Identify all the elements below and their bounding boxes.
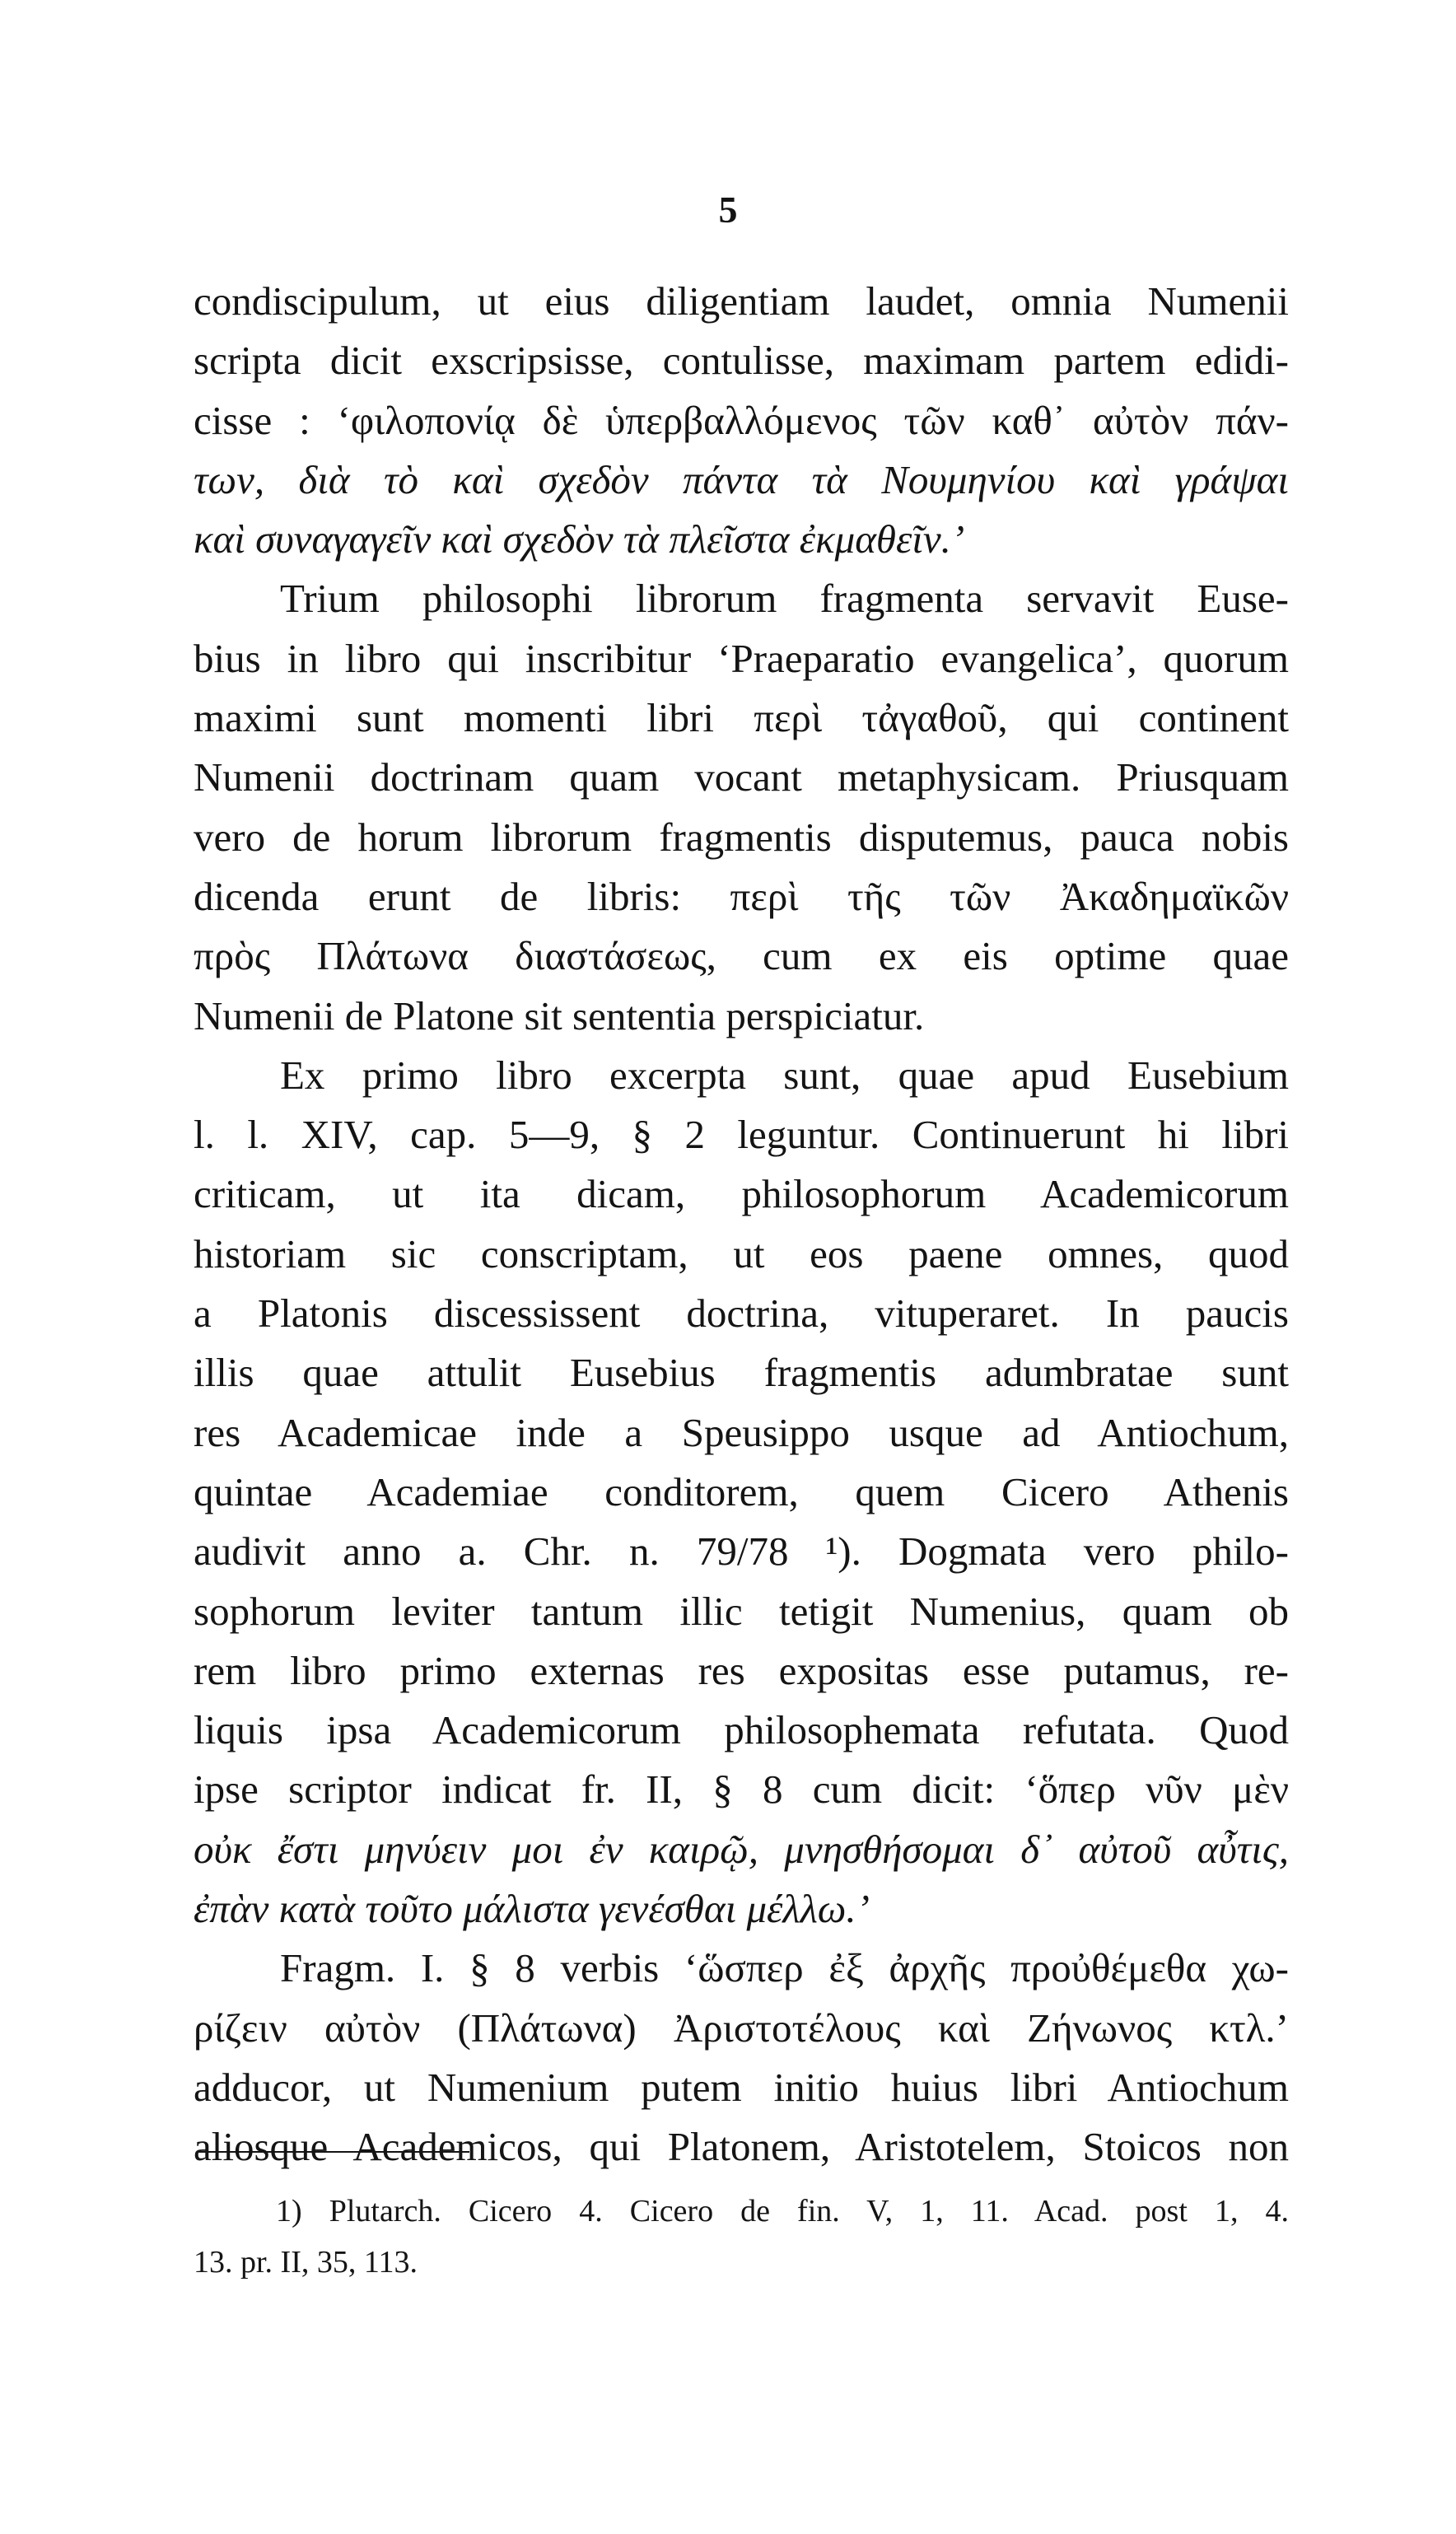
footnotes	[194, 2186, 1289, 2288]
text-line: maximi sunt momenti libri περὶ τἀγαθοῦ, qui continent	[194, 695, 1289, 741]
footnote-divider	[198, 2151, 469, 2153]
text-line: l. l. XIV, cap. 5—9, § 2 leguntur. Continuerunt hi libri	[194, 1112, 1289, 1158]
text-line: ρίζειν αὐτὸν (Πλάτωνα) Ἀριστοτέλους καὶ Ζήνωνος κτλ.’	[194, 2004, 1289, 2051]
text-line: criticam, ut ita dicam, philosophorum Academicorum	[194, 1171, 1289, 1217]
text-line: audivit anno a. Chr. n. 79/78 ¹). Dogmata vero philo-	[194, 1528, 1289, 1575]
page-number: 5	[718, 189, 738, 231]
text-line: scripta dicit exscripsisse, contulisse, maximam partem edidi-	[194, 338, 1289, 384]
text-line: Numenii doctrinam quam vocant metaphysicam. Priusquam	[194, 754, 1289, 800]
text-line: liquis ipsa Academicorum philosophemata refutata. Quod	[194, 1707, 1289, 1753]
text-line: των, διὰ τὸ καὶ σχεδὸν πάντα τὰ Νουμηνίου καὶ γράψαι	[194, 456, 1289, 502]
text-line: sophorum leviter tantum illic tetigit Numenius, quam ob	[194, 1588, 1289, 1634]
paragraph-start: Trium philosophi librorum fragmenta servavit Euse-	[280, 576, 1289, 622]
footnote-line: 13. pr. II, 35, 113.	[194, 2245, 418, 2280]
text-line: rem libro primo externas res expositas esse putamus, re-	[194, 1647, 1289, 1693]
text-line: ipse scriptor indicat fr. II, § 8 cum dicit: ‘ὅπερ νῦν μὲν	[194, 1766, 1289, 1813]
text-line: adducor, ut Numenium putem initio huius libri Antiochum	[194, 2064, 1289, 2110]
text-line: ἐπὰν κατὰ τοῦτο μάλιστα γενέσθαι μέλλω.’	[194, 1886, 870, 1932]
paragraph-start: Ex primo libro excerpta sunt, quae apud Eusebium	[280, 1052, 1289, 1098]
text-line: οὐκ ἔστι μηνύειν μοι ἐν καιρῷ, μνησθήσομαι δ᾽ αὐτοῦ αὖτις,	[194, 1826, 1289, 1872]
footnote-line: 1) Plutarch. Cicero 4. Cicero de fin. V, 1, 11. Acad. post 1, 4.	[276, 2194, 1289, 2228]
text-line: πρὸς Πλάτωνα διαστάσεως, cum ex eis optime quae	[194, 933, 1289, 979]
text-line: res Academicae inde a Speusippo usque ad Antiochum,	[194, 1409, 1289, 1455]
text-line: aliosque Academicos, qui Platonem, Aristotelem, Stoicos non	[194, 2124, 1289, 2170]
text-line: quintae Academiae conditorem, quem Cicero Athenis	[194, 1468, 1289, 1514]
text-line: a Platonis discessissent doctrina, vituperaret. In paucis	[194, 1290, 1289, 1337]
body-text	[194, 272, 1289, 2177]
text-line: Numenii de Platone sit sententia perspiciatur.	[194, 992, 925, 1038]
text-line: καὶ συναγαγεῖν καὶ σχεδὸν τὰ πλεῖστα ἐκμαθεῖν.’	[194, 516, 965, 562]
text-line: vero de horum librorum fragmentis disputemus, pauca nobis	[194, 814, 1289, 860]
text-line: dicenda erunt de libris: περὶ τῆς τῶν Ἀκαδημαϊκῶν	[194, 873, 1289, 919]
text-line: historiam sic conscriptam, ut eos paene omnes, quod	[194, 1230, 1289, 1276]
text-line: illis quae attulit Eusebius fragmentis adumbratae sunt	[194, 1350, 1289, 1396]
paragraph-start: Fragm. I. § 8 verbis ‘ὥσπερ ἐξ ἀρχῆς προὐθέμεθα χω-	[280, 1945, 1289, 1991]
text-line: condiscipulum, ut eius diligentiam laudet, omnia Numenii	[194, 278, 1289, 324]
text-line: cisse : ‘φιλοπονίᾳ δὲ ὑπερβαλλόμενος τῶν καθ᾽ αὐτὸν πάν-	[194, 397, 1289, 443]
text-line: bius in libro qui inscribitur ‘Praeparatio evangelica’, quorum	[194, 635, 1289, 681]
